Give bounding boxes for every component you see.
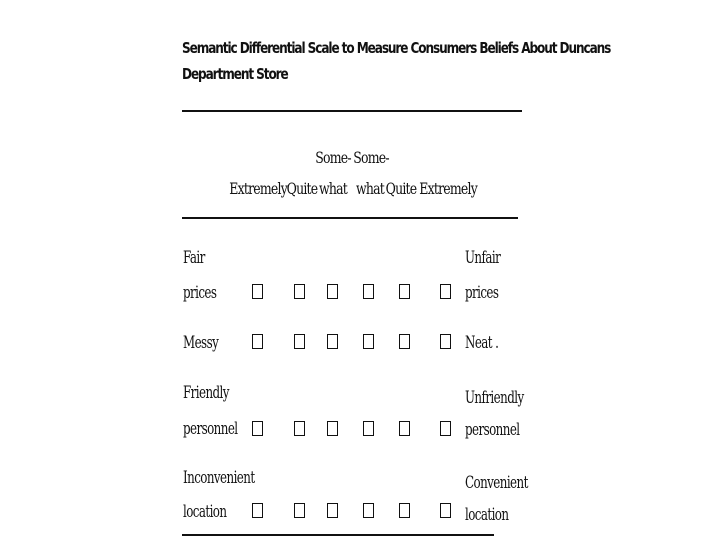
right-anchor-line-2: personnel	[465, 420, 520, 439]
rating-checkbox-4[interactable]	[363, 421, 374, 436]
rating-checkbox-1[interactable]	[252, 284, 263, 299]
rating-checkbox-3[interactable]	[327, 503, 338, 518]
rating-checkbox-6[interactable]	[440, 503, 451, 518]
left-anchor-line-1: Fair	[183, 248, 205, 267]
header-quite-left: Quite	[286, 179, 318, 198]
header-what-right: what	[355, 179, 385, 198]
divider-header	[182, 217, 518, 219]
right-anchor-line-1: Neat .	[465, 333, 499, 352]
rating-checkbox-6[interactable]	[440, 334, 451, 349]
rating-checkbox-1[interactable]	[252, 421, 263, 436]
right-anchor-line-2: prices	[465, 283, 499, 302]
header-somewhat-right-top: Some-	[353, 148, 389, 167]
left-anchor-line-2: personnel	[183, 419, 238, 438]
rating-checkbox-5[interactable]	[399, 503, 410, 518]
rating-checkbox-5[interactable]	[399, 334, 410, 349]
title-line-1: Semantic Differential Scale to Measure Consumers Beliefs About Duncans	[182, 39, 611, 57]
left-anchor-line-2: location	[183, 502, 227, 521]
rating-checkbox-4[interactable]	[363, 284, 374, 299]
right-anchor-line-1: Unfriendly	[465, 388, 524, 407]
left-anchor-line-1: Inconvenient	[183, 468, 255, 487]
rating-checkbox-3[interactable]	[327, 334, 338, 349]
header-extremely-right: Extremely	[419, 179, 478, 198]
header-quite-right: Quite	[385, 179, 417, 198]
rating-checkbox-1[interactable]	[252, 334, 263, 349]
rating-checkbox-6[interactable]	[440, 284, 451, 299]
rating-checkbox-1[interactable]	[252, 503, 263, 518]
rating-checkbox-4[interactable]	[363, 503, 374, 518]
rating-checkbox-6[interactable]	[440, 421, 451, 436]
rating-checkbox-2[interactable]	[294, 503, 305, 518]
left-anchor-line-1: Messy	[183, 333, 219, 352]
right-anchor-line-1: Unfair	[465, 248, 501, 267]
right-anchor-line-2: location	[465, 505, 509, 524]
header-somewhat-left-top: Some-	[315, 148, 351, 167]
left-anchor-line-1: Friendly	[183, 383, 229, 402]
rating-checkbox-5[interactable]	[399, 421, 410, 436]
divider-bottom	[182, 534, 494, 536]
divider-top	[182, 110, 522, 112]
rating-checkbox-3[interactable]	[327, 421, 338, 436]
rating-checkbox-3[interactable]	[327, 284, 338, 299]
rating-checkbox-2[interactable]	[294, 421, 305, 436]
right-anchor-line-1: Convenient	[465, 473, 528, 492]
rating-checkbox-2[interactable]	[294, 284, 305, 299]
rating-checkbox-4[interactable]	[363, 334, 374, 349]
left-anchor-line-2: prices	[183, 283, 217, 302]
title-line-2: Department Store	[182, 65, 288, 83]
header-extremely-left: Extremely	[229, 179, 288, 198]
rating-checkbox-2[interactable]	[294, 334, 305, 349]
rating-checkbox-5[interactable]	[399, 284, 410, 299]
header-what-left: what	[318, 179, 348, 198]
